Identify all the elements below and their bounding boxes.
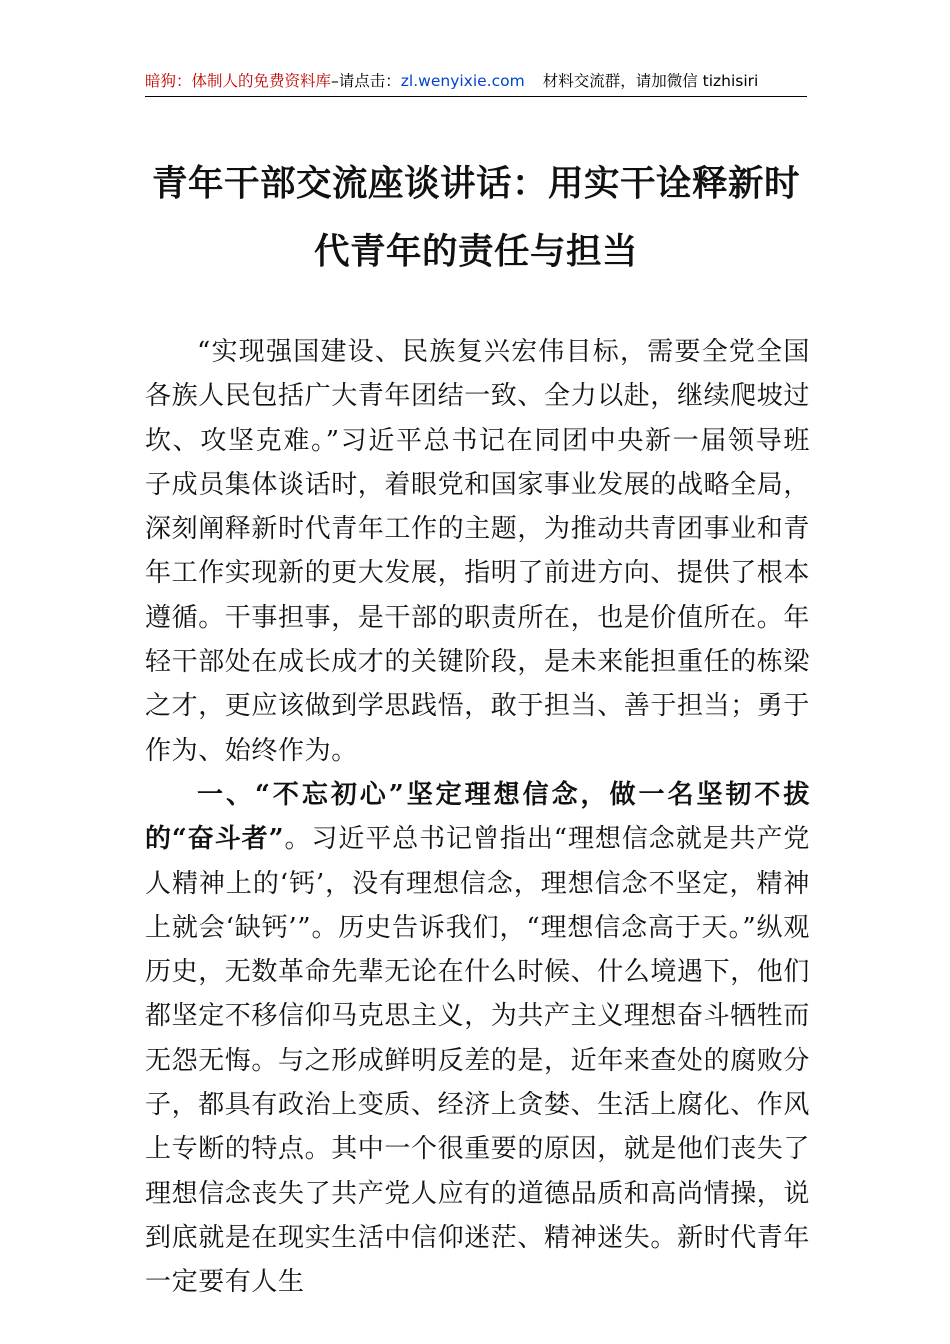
document-body <box>145 330 810 1305</box>
paragraph-2-body: 。习近平总书记曾指出“理想信念就是共产党人精神上的‘钙’，没有理想信念，理想信念不坚定，精神上就会‘缺钙’”。历史告诉我们，“理想信念高于天。”纵观历史，无数革命先辈无论在什么时候、什么境遇下，他们都坚定不移信仰马克思主义，为共产主义理想奋斗牺牲而无怨无悔。与之形成鲜明反差的是，近年来查处的腐败分子，都具有政治上变质、经济上贪婪、生活上腐化、作风上专断的特点。其中一个很重要的原因，就是他们丧失了理想信念丧失了共产党人应有的道德品质和高尚情操，说到底就是在现实生活中信仰迷茫、精神迷失。新时代青年一定要有人生 <box>145 824 811 1298</box>
header-brand: 暗狗：体制人的免费资料库 <box>145 72 332 90</box>
title-line-2: 代青年的责任与担当 <box>313 231 638 272</box>
section-heading-1: 一、“不忘初心”坚定理想信念，做一名坚韧不拔的“奋斗者” <box>145 779 810 855</box>
header-click-prompt: –请点击： <box>331 72 401 90</box>
paragraph-1: “实现强国建设、民族复兴宏伟目标，需要全党全国各族人民包括广大青年团结一致、全力以赴，继续爬坡过坎、攻坚克难。”习近平总书记在同团中央新一届领导班子成员集体谈话时，着眼党和国家事业发展的战略全局，深刻阐释新时代青年工作的主题，为推动共青团事业和青年工作实现新的更大发展，指明了前进方向、提供了根本遵循。干事担事，是干部的职责所在，也是价值所在。年轻干部处在成长成才的关键阶段，是未来能担重任的栋梁之才，更应该做到学思践悟，敢于担当、善于担当；勇于作为、始终作为。 <box>145 337 811 766</box>
header-contact: 材料交流群，请加微信 tizhisiri <box>542 72 759 90</box>
title-line-1: 青年干部交流座谈讲话：用实干诠释新时 <box>151 163 800 204</box>
document-title <box>145 150 807 286</box>
header-url-link[interactable]: zl.wenyixie.com <box>400 72 525 90</box>
page-header <box>145 68 807 97</box>
paragraph-2 <box>145 773 810 1305</box>
